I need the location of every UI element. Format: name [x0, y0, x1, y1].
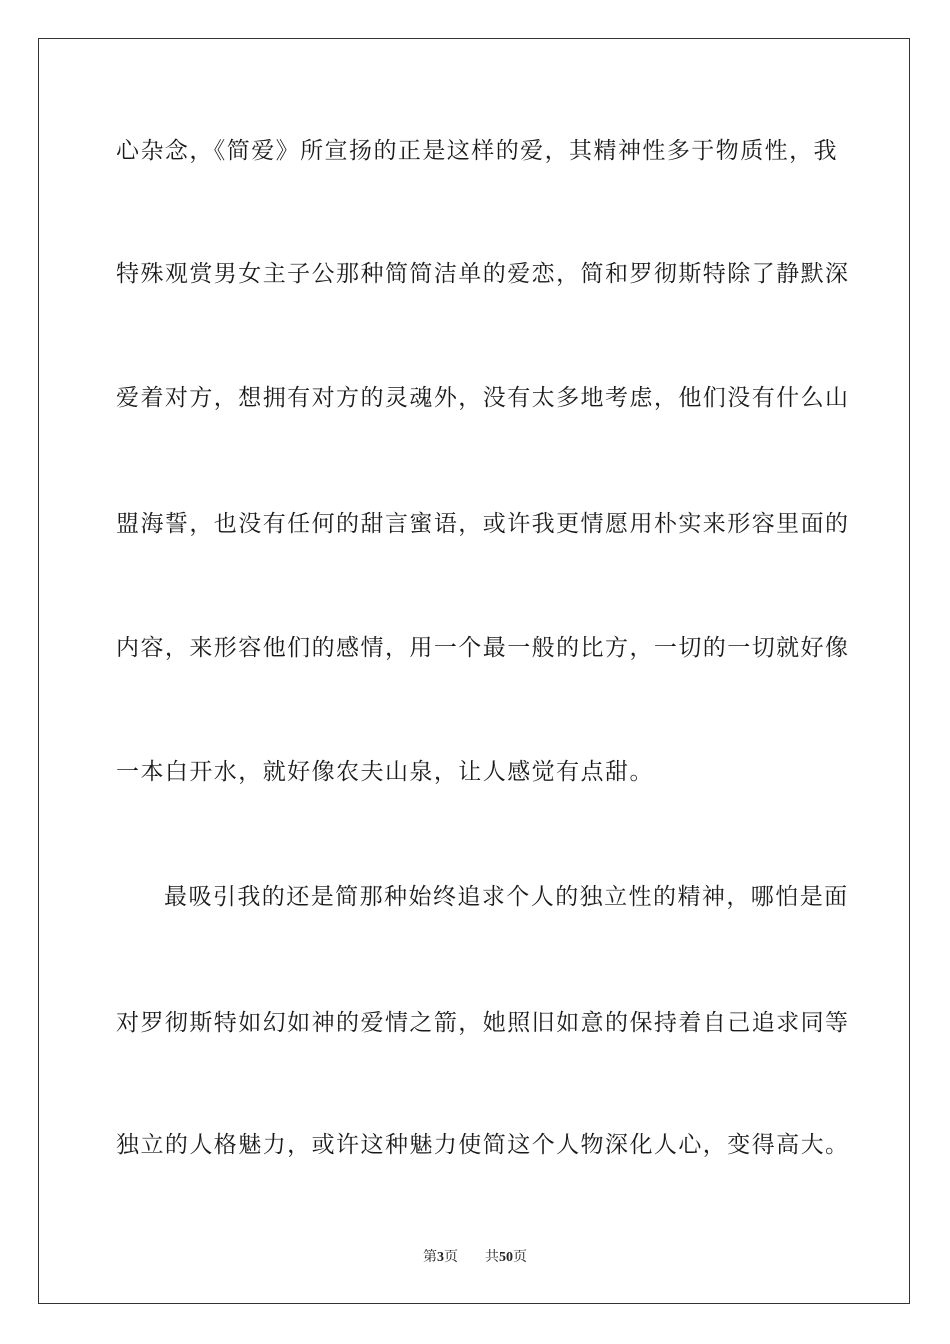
total-suffix: 页	[512, 1249, 527, 1265]
total-pages: 50	[498, 1250, 513, 1265]
page-number-label	[423, 1247, 458, 1268]
text-line: 一本白开水，就好像农夫山泉，让人感觉有点甜。	[116, 759, 654, 785]
page-border	[38, 38, 910, 1304]
text-line: 对罗彻斯特如幻如神的爱情之箭，她照旧如意的保持着自己追求同等	[116, 1010, 850, 1036]
text-line: 爱着对方，想拥有对方的灵魂外，没有太多地考虑，他们没有什么山	[116, 385, 850, 411]
text-line: 独立的人格魅力，或许这种魅力使简这个人物深化人心，变得高大。	[116, 1132, 850, 1158]
text-line: 特殊观赏男女主子公那种简简洁单的爱恋，简和罗彻斯特除了静默深	[116, 261, 850, 287]
text-line: 心杂念，《简爱》所宣扬的正是这样的爱，其精神性多于物质性，我	[116, 138, 838, 164]
page-suffix: 页	[444, 1249, 459, 1265]
total-pages-label	[485, 1247, 527, 1268]
page-prefix: 第	[423, 1249, 438, 1265]
paragraph-first-line: 最吸引我的还是简那种始终追求个人的独立性的精神，哪怕是面	[164, 884, 849, 910]
text-line: 盟海誓，也没有任何的甜言蜜语，或许我更情愿用朴实来形容里面的	[116, 511, 850, 537]
page-footer	[0, 1247, 950, 1268]
text-line: 内容，来形容他们的感情，用一个最一般的比方，一切的一切就好像	[116, 635, 850, 661]
total-prefix: 共	[484, 1249, 499, 1265]
page-number: 3	[437, 1250, 445, 1265]
